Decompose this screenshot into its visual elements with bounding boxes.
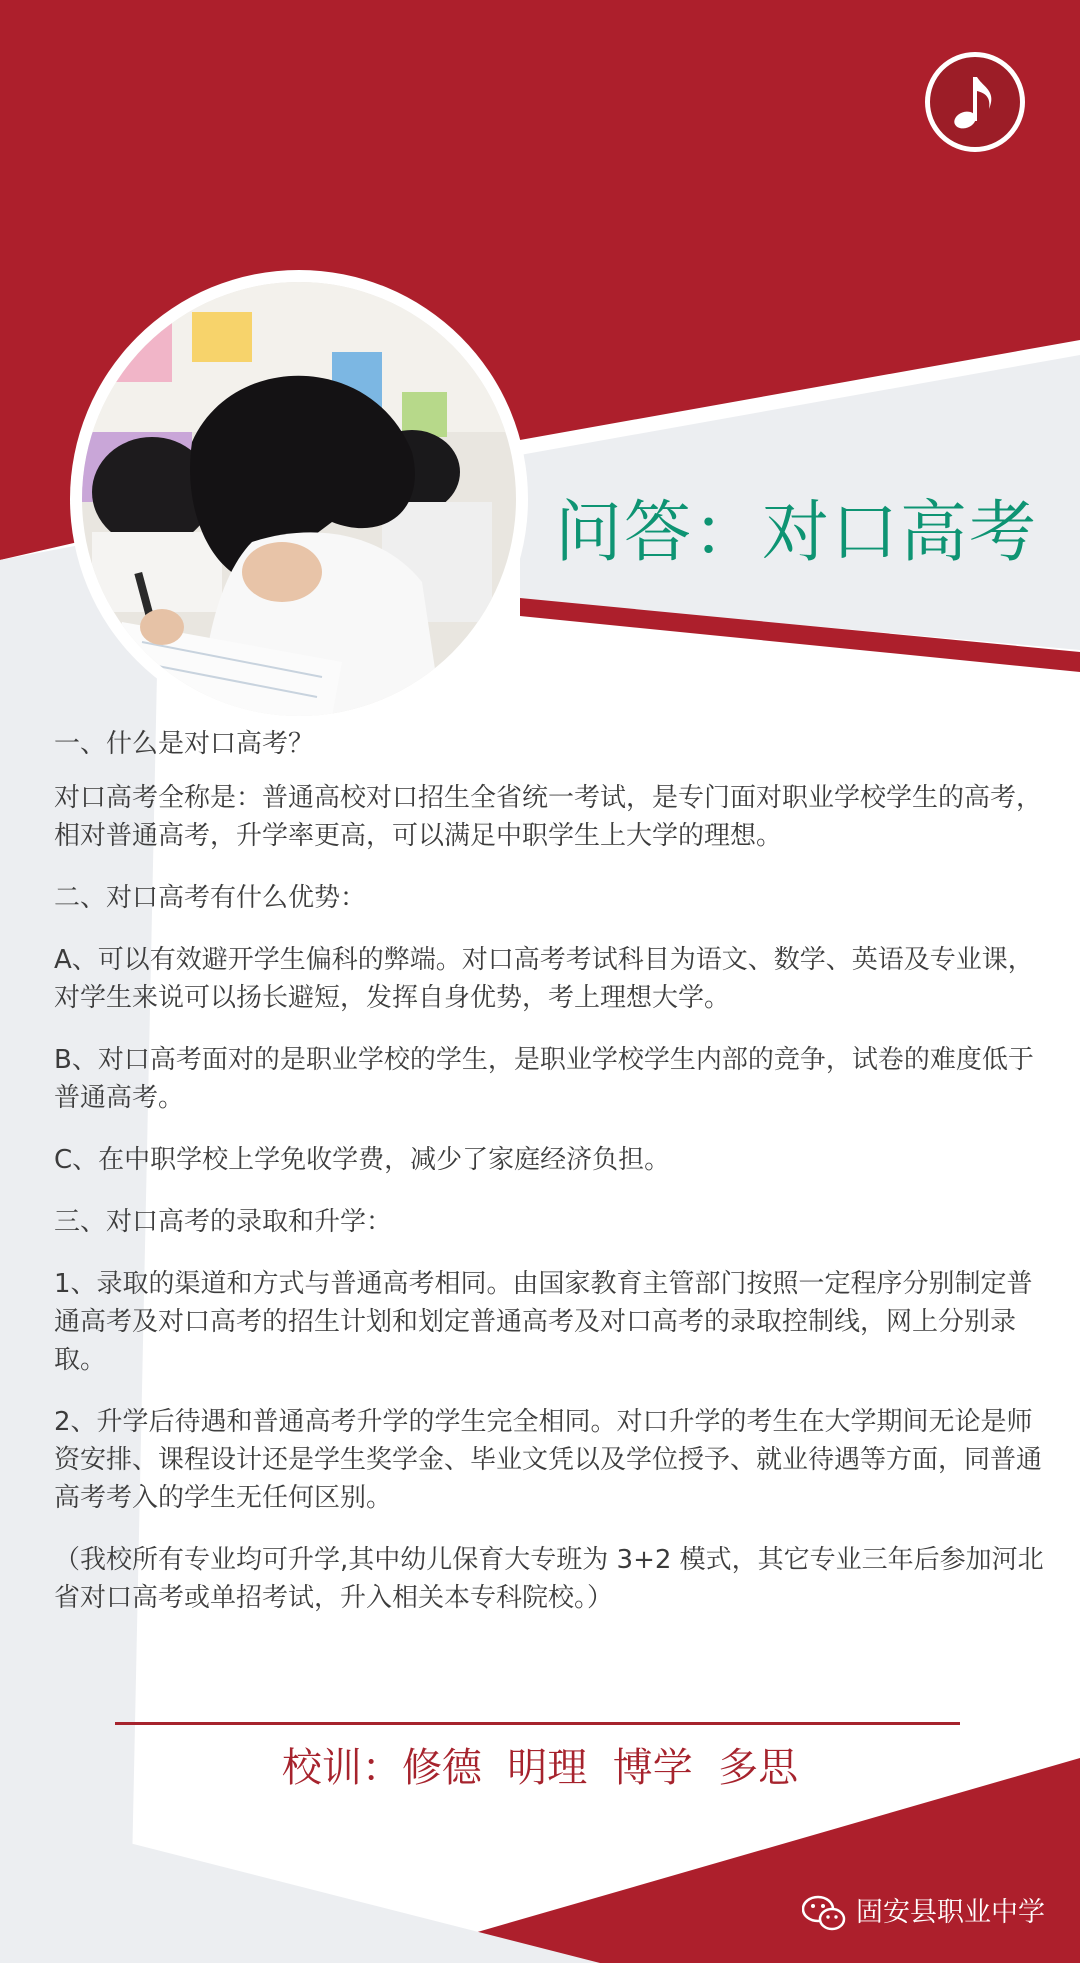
music-toggle-button[interactable] (925, 52, 1025, 152)
school-motto: 校训：修德 明理 博学 多思 (281, 1745, 799, 1791)
article-body (54, 725, 1049, 1641)
section-heading: 一、什么是对口高考？ (54, 729, 315, 757)
paragraph: 2、升学后待遇和普通高考升学的学生完全相同。对口升学的考生在大学期间无论是师资安排、课程设计还是学生奖学金、毕业文凭以及学位授予、就业待遇等方面，同普通高考考入的学生无任何区别。 (54, 1407, 1043, 1513)
music-note-icon (951, 71, 999, 133)
paragraph: C、在中职学校上学免收学费，减少了家庭经济负担。 (54, 1145, 671, 1175)
section-heading: 三、对口高考的录取和升学： (54, 1207, 393, 1237)
divider (115, 1722, 960, 1725)
paragraph: （我校所有专业均可升学,其中幼儿保育大专班为 3+2 模式，其它专业三年后参加河北省对口高考或单招考试，升入相关本专科院校。） (54, 1545, 1044, 1613)
paragraph: 1、录取的渠道和方式与普通高考相同。由国家教育主管部门按照一定程序分别制定普通高考及对口高考的招生计划和划定普通高考及对口高考的录取控制线，网上分别录取。 (54, 1269, 1033, 1375)
wechat-account-watermark (802, 1893, 1045, 1933)
students-photo (70, 270, 528, 728)
wechat-icon (802, 1895, 846, 1931)
paragraph: B、对口高考面对的是职业学校的学生，是职业学校学生内部的竞争，试卷的难度低于普通高考。 (54, 1045, 1034, 1113)
paragraph: 对口高考全称是：普通高校对口招生全省统一考试，是专门面对职业学校学生的高考，相对普通高考，升学率更高，可以满足中职学生上大学的理想。 (54, 783, 1043, 851)
section-heading: 二、对口高考有什么优势： (54, 883, 367, 913)
page-title: 问答：对口高考 (555, 493, 1038, 571)
account-name: 固安县职业中学 (856, 1897, 1045, 1928)
paragraph: A、可以有效避开学生偏科的弊端。对口高考考试科目为语文、数学、英语及专业课，对学生来说可以扬长避短，发挥自身优势，考上理想大学。 (54, 945, 1034, 1013)
